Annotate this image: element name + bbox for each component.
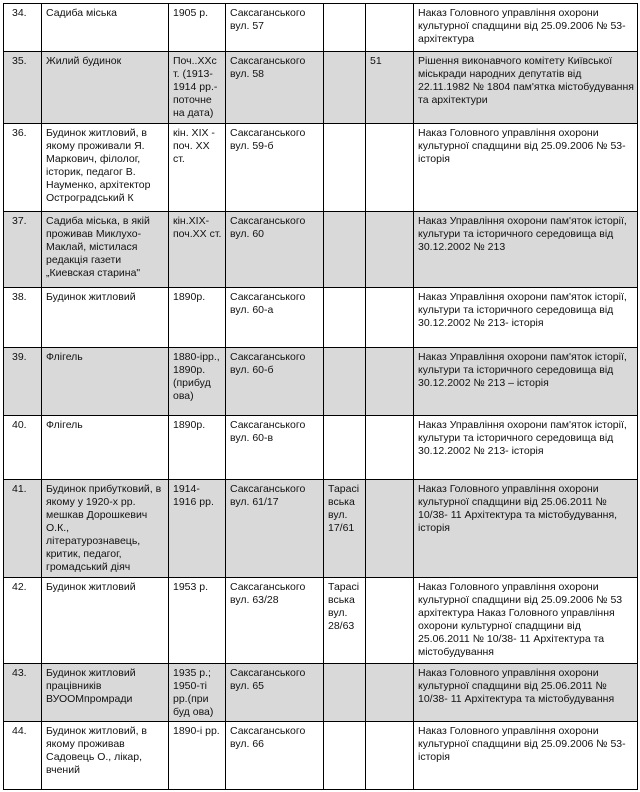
street-address-cell xyxy=(226,4,324,52)
construction-date-cell xyxy=(169,664,226,722)
registry-code-cell xyxy=(366,124,414,212)
row-number: 43. xyxy=(12,667,27,679)
street-address: Саксаганського вул. 60-в xyxy=(230,419,306,444)
protection-document: Наказ Головного управління охорони культурної спадщини від 25.09.2006 № 53 архітектура Наказ Головного управління охорони культурної спадщини від 25.06.2011 № 10/38- 11 Архітектура та містобудування xyxy=(418,581,623,658)
object-name: Жилий будинок xyxy=(46,55,122,67)
construction-date: 1905 р. xyxy=(173,7,209,19)
street-address-cell xyxy=(226,52,324,124)
protection-document: Наказ Головного управління охорони культурної спадщини від 25.09.2006 № 53- історія xyxy=(418,725,626,763)
table-row xyxy=(4,480,638,578)
protection-document: Наказ Управління охорони пам'яток історії, культури та історичного середовища від 30.12.2002 № 213- історія xyxy=(418,419,627,457)
registry-code-cell xyxy=(366,4,414,52)
table-body xyxy=(4,4,638,790)
registry-code-cell xyxy=(366,288,414,348)
street-address-cell xyxy=(226,212,324,288)
street-address-cell xyxy=(226,664,324,722)
protection-document-cell xyxy=(414,480,638,578)
alt-address-cell xyxy=(324,416,366,480)
object-name: Садиба міська xyxy=(46,7,117,19)
object-name-cell xyxy=(42,52,169,124)
protection-document-cell xyxy=(414,348,638,416)
row-number: 38. xyxy=(12,291,27,303)
street-address: Саксаганського вул. 59-б xyxy=(230,127,306,152)
alt-address-cell xyxy=(324,4,366,52)
protection-document-cell xyxy=(414,416,638,480)
object-name: Будинок житловий працівників ВУООМпромради xyxy=(46,667,136,705)
street-address-cell xyxy=(226,348,324,416)
protection-document-cell xyxy=(414,4,638,52)
object-name-cell xyxy=(42,4,169,52)
registry-code: 51 xyxy=(370,55,382,67)
object-name: Будинок житловий xyxy=(46,581,136,593)
row-number-cell xyxy=(4,124,42,212)
street-address: Саксаганського вул. 65 xyxy=(230,667,306,692)
construction-date-cell xyxy=(169,348,226,416)
registry-code-cell xyxy=(366,578,414,664)
protection-document: Наказ Управління охорони пам'яток історії, культури та історичного середовища від 30.12.2002 № 213 – історія xyxy=(418,351,627,389)
alt-address-cell xyxy=(324,348,366,416)
table-row xyxy=(4,4,638,52)
construction-date-cell xyxy=(169,212,226,288)
row-number: 40. xyxy=(12,419,27,431)
construction-date-cell xyxy=(169,52,226,124)
row-number-cell xyxy=(4,578,42,664)
construction-date: кін.ХІХ-поч.ХХ ст. xyxy=(173,215,222,240)
construction-date-cell xyxy=(169,4,226,52)
object-name-cell xyxy=(42,212,169,288)
construction-date: 1914-1916 рр. xyxy=(173,483,214,508)
alt-address-cell xyxy=(324,212,366,288)
registry-code-cell xyxy=(366,52,414,124)
construction-date-cell xyxy=(169,416,226,480)
object-name-cell xyxy=(42,416,169,480)
protection-document: Наказ Головного управління охорони культурної спадщини від 25.09.2006 № 53- історія xyxy=(418,127,626,165)
protection-document-cell xyxy=(414,212,638,288)
row-number-cell xyxy=(4,416,42,480)
alt-address-cell xyxy=(324,288,366,348)
row-number: 44. xyxy=(12,725,27,737)
construction-date: 1880-ірр., 1890р. (прибуд ова) xyxy=(173,351,220,402)
protection-document-cell xyxy=(414,664,638,722)
table-row xyxy=(4,288,638,348)
protection-document-cell xyxy=(414,578,638,664)
alt-address: Тарасі вська вул. 17/61 xyxy=(328,483,360,534)
row-number-cell xyxy=(4,348,42,416)
protection-document: Наказ Головного управління охорони культурної спадщини від 25.09.2006 № 53- архітектура xyxy=(418,7,626,45)
row-number: 41. xyxy=(12,483,27,495)
monuments-table xyxy=(3,3,638,790)
alt-address: Тарасі вська вул. 28/63 xyxy=(328,581,360,632)
protection-document-cell xyxy=(414,124,638,212)
registry-code-cell xyxy=(366,348,414,416)
construction-date: 1953 р. xyxy=(173,581,209,593)
row-number: 35. xyxy=(12,55,27,67)
row-number: 39. xyxy=(12,351,27,363)
construction-date: 1890-і рр. xyxy=(173,725,220,737)
street-address: Саксаганського вул. 61/17 xyxy=(230,483,306,508)
street-address: Саксаганського вул. 60-а xyxy=(230,291,306,316)
protection-document: Наказ Головного управління охорони культурної спадщини від 25.06.2011 № 10/38- 11 Архітектура та містобудування xyxy=(418,667,615,705)
construction-date: кін. ХІХ - поч. ХХ ст. xyxy=(173,127,215,165)
object-name: Будинок житловий, в якому проживав Садовець О., лікар, вчений xyxy=(46,725,147,776)
protection-document-cell xyxy=(414,52,638,124)
street-address-cell xyxy=(226,480,324,578)
street-address: Саксаганського вул. 58 xyxy=(230,55,306,80)
street-address-cell xyxy=(226,124,324,212)
construction-date: Поч..ХХс т. (1913-1914 рр.-поточне на дата) xyxy=(173,55,218,119)
row-number: 37. xyxy=(12,215,27,227)
construction-date-cell xyxy=(169,124,226,212)
alt-address-cell xyxy=(324,480,366,578)
street-address-cell xyxy=(226,722,324,790)
object-name: Садиба міська, в якій проживав Миклухо-Маклай, містилася редакція газети „Киевская старина" xyxy=(46,215,150,279)
document-page xyxy=(3,3,637,790)
table-row xyxy=(4,722,638,790)
alt-address-cell xyxy=(324,578,366,664)
construction-date-cell xyxy=(169,480,226,578)
alt-address-cell xyxy=(324,722,366,790)
registry-code-cell xyxy=(366,480,414,578)
object-name-cell xyxy=(42,578,169,664)
construction-date-cell xyxy=(169,722,226,790)
object-name: Будинок житловий xyxy=(46,291,136,303)
object-name-cell xyxy=(42,124,169,212)
table-row xyxy=(4,348,638,416)
object-name-cell xyxy=(42,348,169,416)
row-number-cell xyxy=(4,480,42,578)
table-row xyxy=(4,578,638,664)
row-number-cell xyxy=(4,212,42,288)
row-number: 36. xyxy=(12,127,27,139)
street-address: Саксаганського вул. 60 xyxy=(230,215,306,240)
object-name-cell xyxy=(42,480,169,578)
street-address: Саксаганського вул. 60-б xyxy=(230,351,306,376)
row-number-cell xyxy=(4,722,42,790)
protection-document: Рішення виконавчого комітету Київської міськради народних депутатів від 22.11.1982 № 1804 пам'ятка містобудування та архітектури xyxy=(418,55,634,106)
construction-date: 1890р. xyxy=(173,291,206,303)
street-address: Саксаганського вул. 66 xyxy=(230,725,306,750)
street-address-cell xyxy=(226,578,324,664)
alt-address-cell xyxy=(324,124,366,212)
protection-document-cell xyxy=(414,288,638,348)
object-name-cell xyxy=(42,288,169,348)
street-address: Саксаганського вул. 63/28 xyxy=(230,581,306,606)
row-number: 42. xyxy=(12,581,27,593)
table-row xyxy=(4,124,638,212)
registry-code-cell xyxy=(366,722,414,790)
registry-code-cell xyxy=(366,416,414,480)
street-address-cell xyxy=(226,416,324,480)
table-row xyxy=(4,52,638,124)
row-number-cell xyxy=(4,664,42,722)
construction-date: 1890р. xyxy=(173,419,206,431)
object-name-cell xyxy=(42,664,169,722)
row-number-cell xyxy=(4,4,42,52)
row-number: 34. xyxy=(12,7,27,19)
alt-address-cell xyxy=(324,664,366,722)
object-name-cell xyxy=(42,722,169,790)
construction-date-cell xyxy=(169,578,226,664)
protection-document: Наказ Управління охорони пам'яток історії, культури та історичного середовища від 30.12.2002 № 213- історія xyxy=(418,291,627,329)
table-row xyxy=(4,212,638,288)
object-name: Флігель xyxy=(46,419,83,431)
table-row xyxy=(4,416,638,480)
registry-code-cell xyxy=(366,212,414,288)
alt-address-cell xyxy=(324,52,366,124)
protection-document: Наказ Управління охорони пам'яток історії, культури та історичного середовища від 30.12.2002 № 213 xyxy=(418,215,627,253)
construction-date-cell xyxy=(169,288,226,348)
registry-code-cell xyxy=(366,664,414,722)
object-name: Будинок житловий, в якому проживали Я. Маркович, філолог, історик, педагог В. Науменко, архітектор Остроградський К xyxy=(46,127,151,204)
table-row xyxy=(4,664,638,722)
street-address-cell xyxy=(226,288,324,348)
protection-document: Наказ Головного управління охорони культурної спадщини від 25.06.2011 № 10/38- 11 Архітектура та містобудування, історія xyxy=(418,483,618,534)
row-number-cell xyxy=(4,52,42,124)
object-name: Флігель xyxy=(46,351,83,363)
row-number-cell xyxy=(4,288,42,348)
construction-date: 1935 р.; 1950-ті рр.(при буд ова) xyxy=(173,667,214,718)
street-address: Саксаганського вул. 57 xyxy=(230,7,306,32)
object-name: Будинок прибутковий, в якому у 1920-х рр. мешкав Дорошкевич О.К., літературознавець, критик, педагог, громадський діяч xyxy=(46,483,162,573)
protection-document-cell xyxy=(414,722,638,790)
